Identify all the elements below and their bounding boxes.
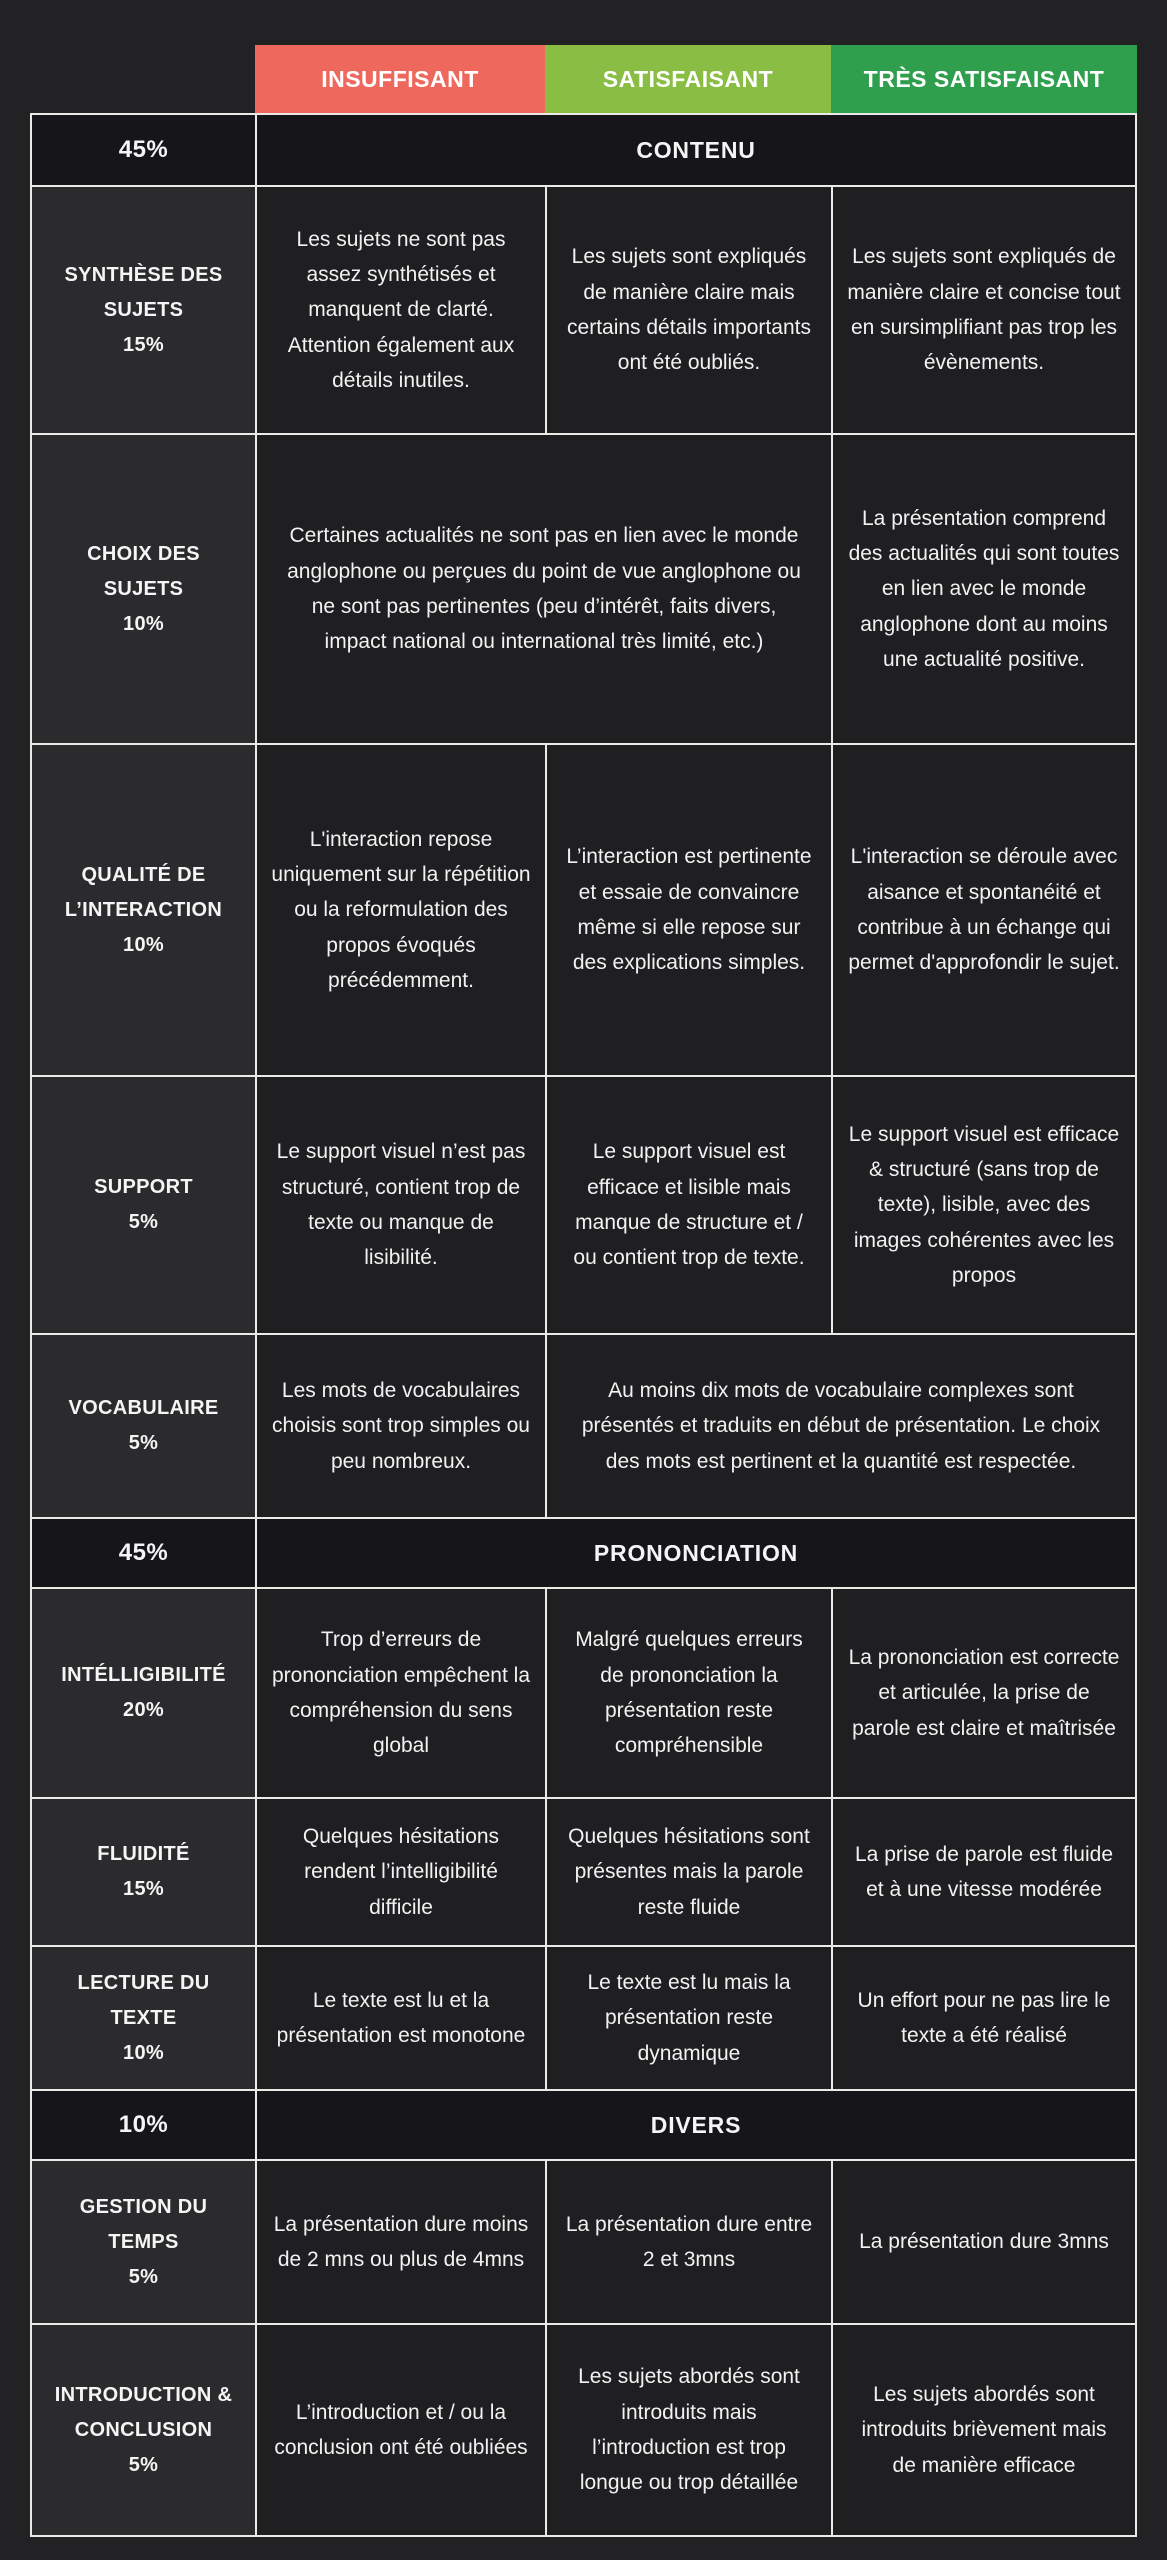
descriptor-lecture-satisfaisant: Le texte est lu mais la présentation reste dynamique [547, 1947, 831, 2089]
criterion-weight: 5% [128, 2265, 159, 2288]
criterion-name: CHOIX DES SUJETS [87, 542, 200, 600]
criterion-cell-choix-des-sujets [32, 435, 255, 743]
column-header-tres-satisfaisant: TRÈS SATISFAISANT [831, 45, 1137, 113]
descriptor-interaction-tres-satisfaisant: L'interaction se déroule avec aisance et spontanéité et contribue à un échange qui permet d'approfondir le sujet. [833, 745, 1135, 1075]
criterion-cell-support [32, 1077, 255, 1333]
descriptor-vocabulaire-satisfaisant-tres-satisfaisant: Au moins dix mots de vocabulaire complexes sont présentés et traduits en début de présentation. Le choix des mots est pertinent et la quantité est respectée. [547, 1335, 1135, 1517]
criterion-weight: 10% [123, 933, 164, 956]
descriptor-gestion-satisfaisant: La présentation dure entre 2 et 3mns [547, 2161, 831, 2323]
criterion-cell-vocabulaire [32, 1335, 255, 1517]
criterion-weight: 5% [128, 1211, 159, 1233]
descriptor-support-insuffisant: Le support visuel n’est pas structuré, contient trop de texte ou manque de lisibilité. [257, 1077, 545, 1333]
criterion-cell-intelligibilite [32, 1589, 255, 1797]
column-header-satisfaisant: SATISFAISANT [545, 45, 831, 113]
descriptor-synthese-insuffisant: Les sujets ne sont pas assez synthétisés et manquent de clarté. Attention également aux détails inutiles. [257, 187, 545, 433]
descriptor-support-satisfaisant: Le support visuel est efficace et lisible mais manque de structure et / ou contient trop de texte. [547, 1077, 831, 1333]
descriptor-vocabulaire-insuffisant: Les mots de vocabulaires choisis sont trop simples ou peu nombreux. [257, 1335, 545, 1517]
descriptor-gestion-insuffisant: La présentation dure moins de 2 mns ou plus de 4mns [257, 2161, 545, 2323]
column-header-insuffisant: INSUFFISANT [255, 45, 545, 113]
criterion-name: INTRODUCTION & CONCLUSION [54, 2383, 233, 2441]
section-title-prononciation: PRONONCIATION [257, 1519, 1135, 1587]
descriptor-introduction-tres-satisfaisant: Les sujets abordés sont introduits brièvement mais de manière efficace [833, 2325, 1135, 2535]
descriptor-intelligibilite-tres-satisfaisant: La prononciation est correcte et articulée, la prise de parole est claire et maîtrisée [833, 1589, 1135, 1797]
section-weight-divers: 10% [32, 2091, 255, 2159]
section-weight-contenu: 45% [32, 115, 255, 185]
section-weight-prononciation: 45% [32, 1519, 255, 1587]
criterion-name: SYNTHÈSE DES SUJETS [64, 263, 223, 321]
descriptor-synthese-tres-satisfaisant: Les sujets sont expliqués de manière claire et concise tout en sursimplifiant pas trop les évènements. [833, 187, 1135, 433]
criterion-cell-fluidite [32, 1799, 255, 1945]
section-title-contenu: CONTENU [257, 115, 1135, 185]
descriptor-lecture-tres-satisfaisant: Un effort pour ne pas lire le texte a été réalisé [833, 1947, 1135, 2089]
criterion-cell-lecture-du-texte [32, 1947, 255, 2089]
criterion-name: GESTION DU TEMPS [79, 2195, 208, 2253]
criterion-cell-introduction-conclusion [32, 2325, 255, 2535]
descriptor-introduction-insuffisant: L’introduction et / ou la conclusion ont été oubliées [257, 2325, 545, 2535]
descriptor-choix-insuffisant-satisfaisant: Certaines actualités ne sont pas en lien avec le monde anglophone ou perçues du point de vue anglophone ou ne sont pas pertinentes (peu d’intérêt, faits divers, impact national ou international très limité, etc.) [257, 435, 831, 743]
criterion-name: VOCABULAIRE [68, 1397, 219, 1419]
descriptor-fluidite-satisfaisant: Quelques hésitations sont présentes mais la parole reste fluide [547, 1799, 831, 1945]
criterion-name: INTÉLLIGIBILITÉ [61, 1664, 226, 1686]
criterion-weight: 20% [123, 1699, 164, 1721]
criterion-weight: 10% [123, 2041, 164, 2064]
rubric-table [30, 113, 1137, 2537]
criterion-weight: 5% [128, 2453, 159, 2476]
criterion-cell-synthese-des-sujets [32, 187, 255, 433]
criterion-name: FLUIDITÉ [97, 1843, 190, 1865]
section-title-divers: DIVERS [257, 2091, 1135, 2159]
descriptor-synthese-satisfaisant: Les sujets sont expliqués de manière claire mais certains détails importants ont été oubliés. [547, 187, 831, 433]
descriptor-interaction-satisfaisant: L’interaction est pertinente et essaie de convaincre même si elle repose sur des explications simples. [547, 745, 831, 1075]
descriptor-support-tres-satisfaisant: Le support visuel est efficace & structuré (sans trop de texte), lisible, avec des images cohérentes avec les propos [833, 1077, 1135, 1333]
criterion-name: SUPPORT [94, 1176, 193, 1198]
criterion-cell-qualite-interaction [32, 745, 255, 1075]
criterion-cell-gestion-du-temps [32, 2161, 255, 2323]
descriptor-fluidite-tres-satisfaisant: La prise de parole est fluide et à une vitesse modérée [833, 1799, 1135, 1945]
descriptor-intelligibilite-insuffisant: Trop d’erreurs de prononciation empêchent la compréhension du sens global [257, 1589, 545, 1797]
descriptor-choix-tres-satisfaisant: La présentation comprend des actualités qui sont toutes en lien avec le monde anglophone dont au moins une actualité positive. [833, 435, 1135, 743]
criterion-weight: 10% [123, 612, 164, 635]
criterion-name: QUALITÉ DE L’INTERACTION [64, 863, 223, 921]
descriptor-interaction-insuffisant: L'interaction repose uniquement sur la répétition ou la reformulation des propos évoqués précédemment. [257, 745, 545, 1075]
descriptor-intelligibilite-satisfaisant: Malgré quelques erreurs de prononciation la présentation reste compréhensible [547, 1589, 831, 1797]
descriptor-introduction-satisfaisant: Les sujets abordés sont introduits mais l’introduction est trop longue ou trop détaillée [547, 2325, 831, 2535]
criterion-weight: 15% [123, 333, 164, 356]
criterion-name: LECTURE DU TEXTE [77, 1971, 210, 2029]
rating-column-headers [255, 45, 1137, 113]
descriptor-lecture-insuffisant: Le texte est lu et la présentation est monotone [257, 1947, 545, 2089]
descriptor-fluidite-insuffisant: Quelques hésitations rendent l’intelligibilité difficile [257, 1799, 545, 1945]
descriptor-gestion-tres-satisfaisant: La présentation dure 3mns [833, 2161, 1135, 2323]
criterion-weight: 5% [128, 1432, 159, 1454]
criterion-weight: 15% [123, 1878, 164, 1900]
